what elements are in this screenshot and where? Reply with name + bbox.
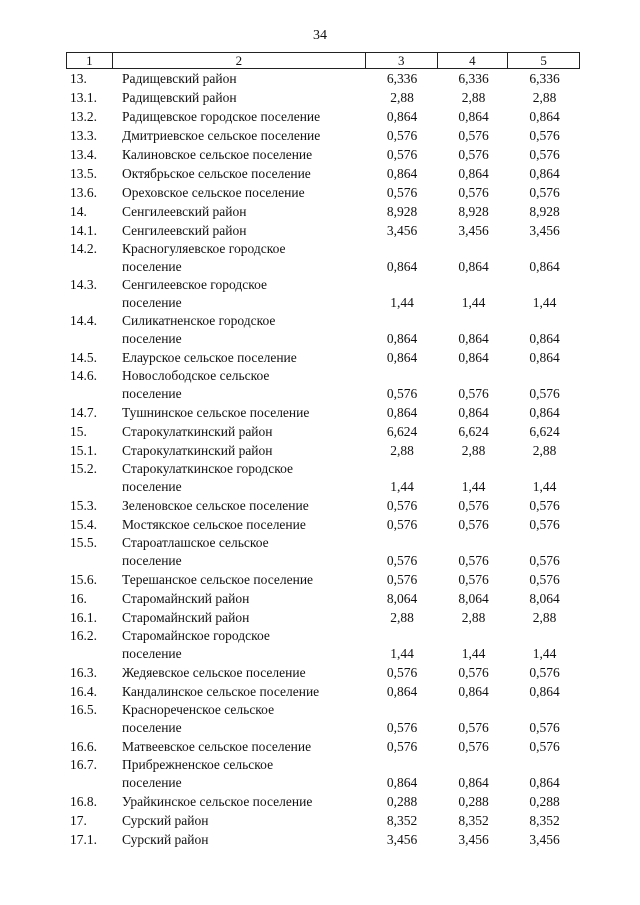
row-name: Старомайнский район bbox=[122, 591, 250, 606]
header-col-2: 2 bbox=[113, 53, 366, 68]
table-row bbox=[66, 69, 580, 88]
header-col-5: 5 bbox=[540, 53, 547, 68]
row-name: Прибрежненское сельское поселение bbox=[122, 757, 274, 790]
row-value-3: 1,44 bbox=[390, 295, 414, 310]
row-number: 13.4. bbox=[70, 147, 97, 162]
row-value-5: 2,88 bbox=[532, 90, 557, 105]
table-row bbox=[66, 701, 580, 737]
row-value-3: 0,864 bbox=[386, 331, 418, 346]
row-value-3: 0,576 bbox=[386, 386, 418, 401]
table-row bbox=[66, 348, 580, 367]
row-value-4: 8,352 bbox=[458, 813, 489, 828]
row-name: Старокулаткинское городское поселение bbox=[122, 461, 294, 494]
row-name: Мостякское сельское поселение bbox=[122, 517, 306, 532]
table-row bbox=[66, 403, 580, 422]
row-number: 15.3. bbox=[70, 498, 97, 513]
row-number: 14.5. bbox=[70, 350, 97, 365]
row-value-5: 8,352 bbox=[529, 813, 560, 828]
row-number: 14.7. bbox=[70, 405, 97, 420]
row-name: Жедяевское сельское поселение bbox=[122, 665, 306, 680]
row-number: 16.3. bbox=[70, 665, 97, 680]
table-row bbox=[66, 756, 580, 792]
row-value-3: 0,864 bbox=[386, 405, 418, 420]
row-number: 15.2. bbox=[70, 461, 97, 476]
row-name: Старокулаткинский район bbox=[122, 443, 273, 458]
row-value-4: 2,88 bbox=[461, 610, 486, 625]
row-value-5: 0,864 bbox=[529, 775, 560, 790]
row-number: 14.3. bbox=[70, 277, 97, 292]
row-value-5: 0,576 bbox=[529, 498, 560, 513]
row-value-5: 0,576 bbox=[529, 572, 560, 587]
row-value-3: 0,864 bbox=[386, 109, 418, 124]
table-row bbox=[66, 515, 580, 534]
row-number: 16.8. bbox=[70, 794, 97, 809]
row-value-4: 0,576 bbox=[458, 665, 489, 680]
row-value-3: 6,624 bbox=[386, 424, 418, 439]
row-value-3: 0,576 bbox=[386, 553, 418, 568]
row-name: Ореховское сельское поселение bbox=[122, 185, 305, 200]
row-name: Новослободское сельское поселение bbox=[122, 368, 270, 401]
row-value-4: 1,44 bbox=[461, 479, 486, 494]
row-value-3: 0,576 bbox=[386, 572, 418, 587]
header-col-1: 1 bbox=[67, 53, 113, 68]
row-value-5: 3,456 bbox=[529, 832, 560, 847]
row-number: 15.6. bbox=[70, 572, 97, 587]
row-name: Сурский район bbox=[122, 832, 209, 847]
row-value-3: 0,576 bbox=[386, 517, 418, 532]
table-row bbox=[66, 792, 580, 811]
table-row bbox=[66, 202, 580, 221]
row-name: Силикатненское городское поселение bbox=[122, 313, 276, 346]
row-name: Матвеевское сельское поселение bbox=[122, 739, 312, 754]
row-number: 16.5. bbox=[70, 702, 97, 717]
row-number: 17. bbox=[70, 813, 87, 828]
row-value-5: 0,576 bbox=[529, 665, 560, 680]
row-value-3: 1,44 bbox=[390, 479, 414, 494]
row-value-3: 8,352 bbox=[386, 813, 418, 828]
table-row bbox=[66, 88, 580, 107]
row-value-5: 0,864 bbox=[529, 350, 560, 365]
row-value-3: 0,576 bbox=[386, 665, 418, 680]
row-name: Староатлашское сельское поселение bbox=[122, 535, 269, 568]
row-value-4: 0,576 bbox=[458, 386, 489, 401]
row-name: Старокулаткинский район bbox=[122, 424, 273, 439]
row-value-5: 0,576 bbox=[529, 553, 560, 568]
row-value-4: 0,864 bbox=[458, 109, 489, 124]
row-value-5: 0,576 bbox=[529, 739, 560, 754]
row-name: Сенгилеевский район bbox=[122, 223, 247, 238]
table-row bbox=[66, 312, 580, 348]
row-value-5: 0,576 bbox=[529, 128, 560, 143]
row-value-5: 1,44 bbox=[532, 646, 557, 661]
row-value-4: 0,864 bbox=[458, 331, 489, 346]
table-header-row bbox=[66, 52, 580, 69]
row-value-3: 0,576 bbox=[386, 739, 418, 754]
row-value-4: 0,576 bbox=[458, 572, 489, 587]
row-name: Терешанское сельское поселение bbox=[122, 572, 314, 587]
row-name: Елаурское сельское поселение bbox=[122, 350, 297, 365]
row-value-5: 0,864 bbox=[529, 109, 560, 124]
row-value-5: 0,864 bbox=[529, 331, 560, 346]
row-value-3: 2,88 bbox=[390, 443, 414, 458]
row-value-5: 6,624 bbox=[529, 424, 560, 439]
row-value-3: 0,576 bbox=[386, 147, 418, 162]
row-value-3: 8,928 bbox=[386, 204, 418, 219]
row-value-3: 3,456 bbox=[386, 223, 418, 238]
row-name: Радищевский район bbox=[122, 90, 237, 105]
table-row bbox=[66, 107, 580, 126]
row-value-5: 1,44 bbox=[532, 295, 557, 310]
row-value-5: 0,576 bbox=[529, 386, 560, 401]
table-row bbox=[66, 608, 580, 627]
row-number: 14.2. bbox=[70, 241, 97, 256]
row-value-3: 1,44 bbox=[390, 646, 414, 661]
row-value-3: 0,288 bbox=[386, 794, 418, 809]
row-number: 13.6. bbox=[70, 185, 97, 200]
row-value-4: 3,456 bbox=[458, 832, 489, 847]
row-value-3: 0,576 bbox=[386, 185, 418, 200]
row-value-4: 1,44 bbox=[461, 295, 486, 310]
row-name: Сурский район bbox=[122, 813, 209, 828]
row-value-5: 3,456 bbox=[529, 223, 560, 238]
row-value-5: 0,576 bbox=[529, 147, 560, 162]
row-value-4: 0,576 bbox=[458, 720, 489, 735]
row-value-4: 0,864 bbox=[458, 350, 489, 365]
table-row bbox=[66, 663, 580, 682]
table-row bbox=[66, 240, 580, 276]
header-col-3: 3 bbox=[366, 53, 438, 68]
row-value-5: 0,864 bbox=[529, 405, 560, 420]
row-value-5: 2,88 bbox=[532, 610, 557, 625]
row-name: Кандалинское сельское поселение bbox=[122, 684, 320, 699]
row-name: Старомайнский район bbox=[122, 610, 250, 625]
row-value-4: 0,864 bbox=[458, 405, 489, 420]
row-value-5: 0,288 bbox=[529, 794, 560, 809]
row-value-3: 0,576 bbox=[386, 498, 418, 513]
row-value-4: 2,88 bbox=[461, 443, 486, 458]
row-number: 15. bbox=[70, 424, 87, 439]
row-number: 14.4. bbox=[70, 313, 97, 328]
table-row bbox=[66, 126, 580, 145]
row-number: 13.1. bbox=[70, 90, 97, 105]
row-value-3: 2,88 bbox=[390, 610, 414, 625]
table-row bbox=[66, 811, 580, 830]
row-name: Радищевский район bbox=[122, 71, 237, 86]
row-number: 13.5. bbox=[70, 166, 97, 181]
table-row bbox=[66, 441, 580, 460]
row-value-4: 0,576 bbox=[458, 553, 489, 568]
table-row bbox=[66, 682, 580, 701]
row-number: 13.3. bbox=[70, 128, 97, 143]
row-value-3: 6,336 bbox=[386, 71, 418, 86]
table-row bbox=[66, 460, 580, 496]
row-name: Калиновское сельское поселение bbox=[122, 147, 313, 162]
row-number: 13. bbox=[70, 71, 87, 86]
row-number: 14. bbox=[70, 204, 87, 219]
row-value-4: 0,576 bbox=[458, 185, 489, 200]
table-row bbox=[66, 221, 580, 240]
row-name: Старомайнское городское поселение bbox=[122, 628, 270, 661]
row-value-3: 0,864 bbox=[386, 259, 418, 274]
row-number: 16.2. bbox=[70, 628, 97, 643]
table-row bbox=[66, 183, 580, 202]
row-value-4: 1,44 bbox=[461, 646, 486, 661]
table-row bbox=[66, 570, 580, 589]
row-name: Красногуляевское городское поселение bbox=[122, 241, 286, 274]
row-value-5: 8,928 bbox=[529, 204, 560, 219]
table-row bbox=[66, 627, 580, 663]
row-value-3: 8,064 bbox=[386, 591, 418, 606]
data-table bbox=[66, 52, 580, 849]
row-number: 16.4. bbox=[70, 684, 97, 699]
row-name: Урайкинское сельское поселение bbox=[122, 794, 313, 809]
row-name: Радищевское городское поселение bbox=[122, 109, 321, 124]
table-row bbox=[66, 830, 580, 849]
row-value-5: 8,064 bbox=[529, 591, 560, 606]
row-value-4: 0,288 bbox=[458, 794, 489, 809]
row-value-5: 2,88 bbox=[532, 443, 557, 458]
table-row bbox=[66, 145, 580, 164]
row-value-5: 0,864 bbox=[529, 684, 560, 699]
row-name: Сенгилеевское городское поселение bbox=[122, 277, 268, 310]
page-number: 34 bbox=[313, 28, 327, 43]
table-body bbox=[66, 69, 580, 849]
row-value-3: 0,864 bbox=[386, 775, 418, 790]
row-value-4: 8,064 bbox=[458, 591, 489, 606]
row-number: 15.4. bbox=[70, 517, 97, 532]
row-value-4: 0,864 bbox=[458, 259, 489, 274]
table-row bbox=[66, 422, 580, 441]
row-number: 17.1. bbox=[70, 832, 97, 847]
row-value-3: 2,88 bbox=[390, 90, 414, 105]
row-value-3: 3,456 bbox=[386, 832, 418, 847]
row-name: Дмитриевское сельское поселение bbox=[122, 128, 321, 143]
row-number: 15.5. bbox=[70, 535, 97, 550]
row-value-3: 0,864 bbox=[386, 350, 418, 365]
row-number: 16.6. bbox=[70, 739, 97, 754]
row-value-5: 6,336 bbox=[529, 71, 560, 86]
row-value-3: 0,864 bbox=[386, 166, 418, 181]
row-name: Зеленовское сельское поселение bbox=[122, 498, 309, 513]
row-number: 16.7. bbox=[70, 757, 97, 772]
row-value-4: 0,576 bbox=[458, 147, 489, 162]
table-row bbox=[66, 276, 580, 312]
table-row bbox=[66, 534, 580, 570]
row-value-4: 0,864 bbox=[458, 684, 489, 699]
row-value-5: 0,864 bbox=[529, 259, 560, 274]
row-value-4: 0,864 bbox=[458, 775, 489, 790]
row-number: 16.1. bbox=[70, 610, 97, 625]
row-value-4: 2,88 bbox=[461, 90, 486, 105]
row-number: 14.6. bbox=[70, 368, 97, 383]
row-number: 13.2. bbox=[70, 109, 97, 124]
row-value-3: 0,864 bbox=[386, 684, 418, 699]
row-number: 16. bbox=[70, 591, 87, 606]
row-value-4: 6,336 bbox=[458, 71, 489, 86]
header-col-4: 4 bbox=[438, 53, 509, 68]
table-row bbox=[66, 589, 580, 608]
row-name: Тушнинское сельское поселение bbox=[122, 405, 310, 420]
row-value-4: 0,576 bbox=[458, 128, 489, 143]
row-value-5: 0,576 bbox=[529, 185, 560, 200]
row-number: 14.1. bbox=[70, 223, 97, 238]
row-value-5: 0,864 bbox=[529, 166, 560, 181]
row-name: Октябрьское сельское поселение bbox=[122, 166, 311, 181]
row-value-4: 8,928 bbox=[458, 204, 489, 219]
table-row bbox=[66, 496, 580, 515]
table-row bbox=[66, 737, 580, 756]
row-value-4: 3,456 bbox=[458, 223, 489, 238]
row-value-4: 6,624 bbox=[458, 424, 489, 439]
row-value-5: 0,576 bbox=[529, 517, 560, 532]
table-row bbox=[66, 367, 580, 403]
row-name: Сенгилеевский район bbox=[122, 204, 247, 219]
row-value-4: 0,576 bbox=[458, 498, 489, 513]
row-value-5: 0,576 bbox=[529, 720, 560, 735]
row-value-4: 0,576 bbox=[458, 517, 489, 532]
row-name: Краснореченское сельское поселение bbox=[122, 702, 275, 735]
row-value-4: 0,864 bbox=[458, 166, 489, 181]
row-value-3: 0,576 bbox=[386, 720, 418, 735]
table-row bbox=[66, 164, 580, 183]
row-number: 15.1. bbox=[70, 443, 97, 458]
row-value-3: 0,576 bbox=[386, 128, 418, 143]
row-value-5: 1,44 bbox=[532, 479, 557, 494]
row-value-4: 0,576 bbox=[458, 739, 489, 754]
